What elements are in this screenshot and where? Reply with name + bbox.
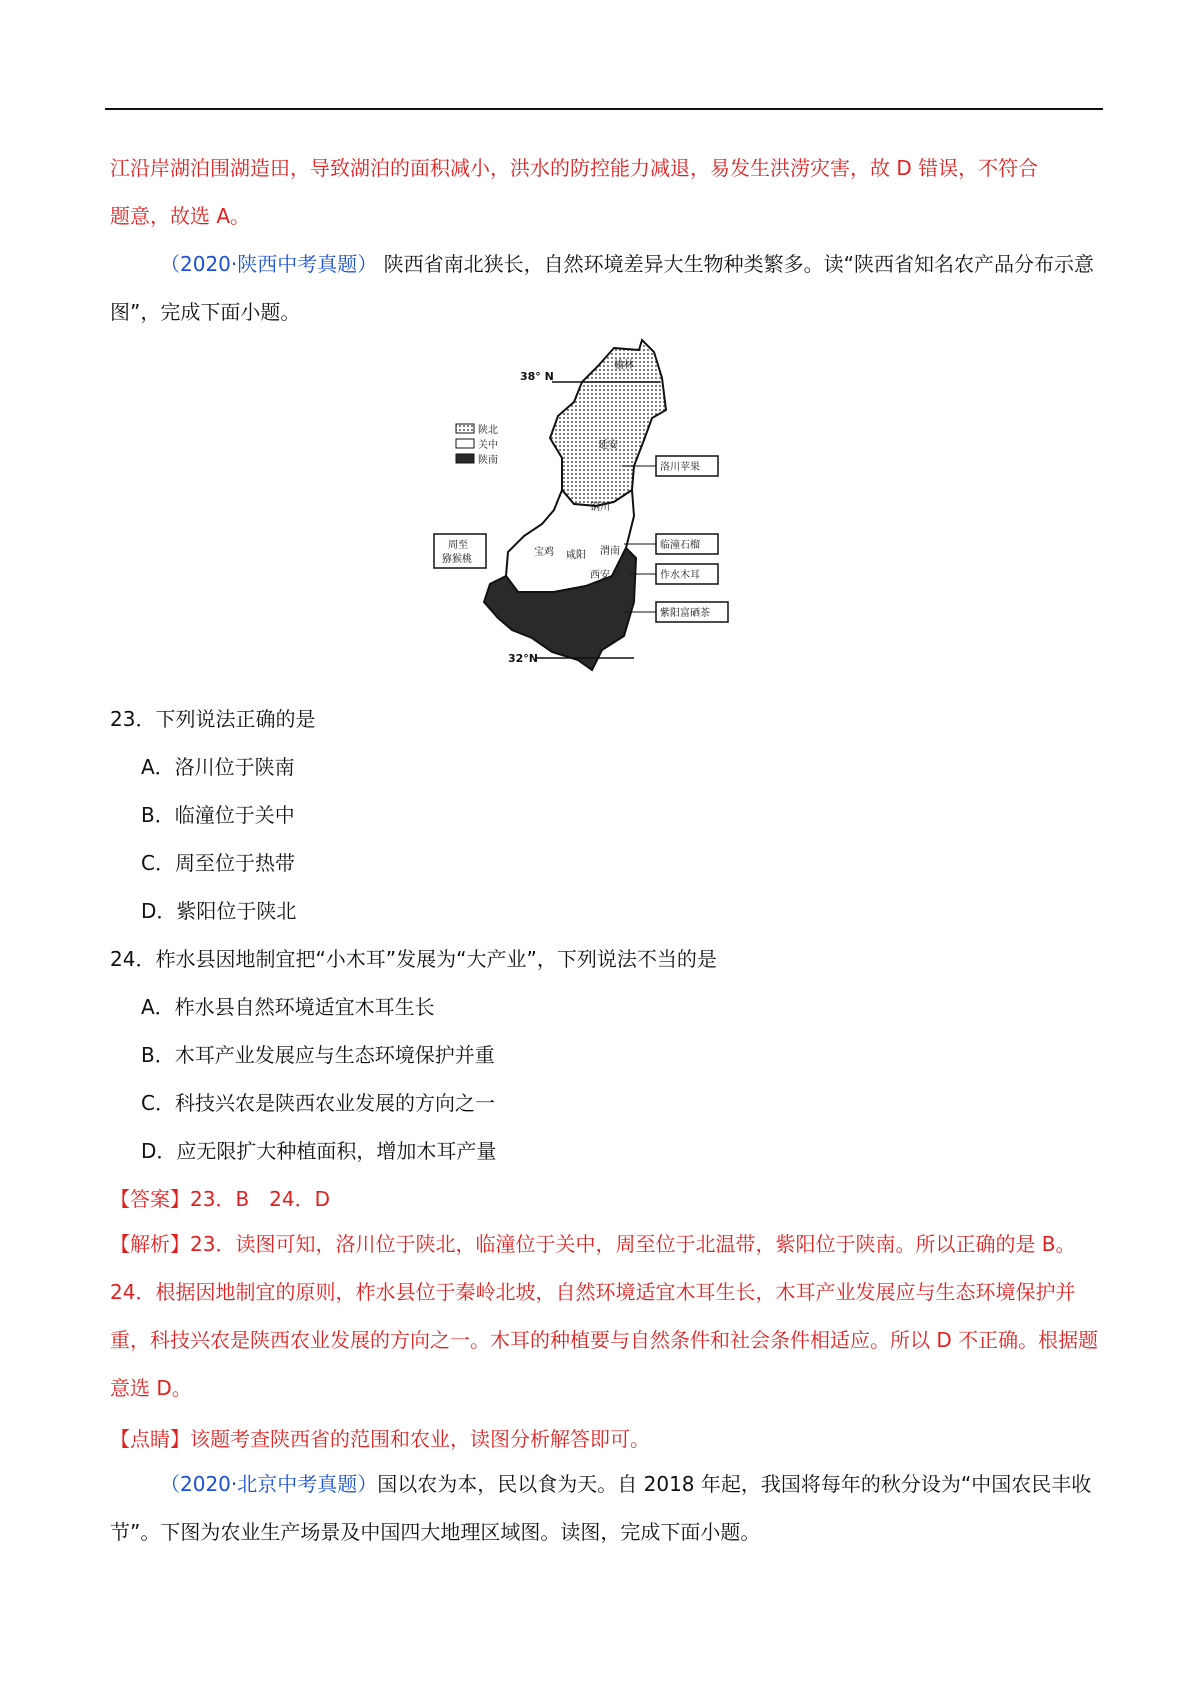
q24-option-d: D．应无限扩大种植面积，增加木耳产量	[141, 1139, 497, 1163]
place-xianyang: 咸阳	[566, 550, 586, 561]
product-zhouzhi-line2: 猕猴桃	[442, 554, 472, 565]
answer-line	[110, 1184, 330, 1214]
legend-shaanbei: 陕北	[478, 425, 498, 436]
question-2-source: （2020·北京中考真题）	[160, 1472, 378, 1496]
analysis-line-1: 23．读图可知，洛川位于陕北，临潼位于关中，周至位于北温带，紫阳位于陕南。所以正确的是 B。	[190, 1232, 1076, 1256]
comment-line	[110, 1424, 650, 1454]
q24-option-a: A．柞水县自然环境适宜木耳生长	[141, 995, 435, 1019]
header-rule	[105, 108, 1103, 110]
question-2-stem: 国以农为本，民以食为天。自 2018 年起，我国将每年的秋分设为“中国农民丰收节”。下图为农业生产场景及中国四大地理区域图。读图，完成下面小题。	[110, 1472, 1092, 1544]
answer-text: 23．B 24．D	[190, 1187, 331, 1211]
analysis-block	[110, 1220, 1100, 1412]
product-lintong-label: 临潼石榴	[660, 540, 700, 551]
place-xian: 西安	[590, 570, 610, 581]
question-block-2	[110, 1460, 1100, 1556]
place-yulin: 榆林	[614, 360, 634, 371]
map-legend	[456, 423, 498, 466]
product-lintong	[624, 534, 718, 554]
product-ziyang-label: 紫阳富硒茶	[660, 608, 710, 619]
product-zhouzhi-line1: 周至	[448, 540, 468, 551]
q24-option-b: B．木耳产业发展应与生态环境保护并重	[141, 1043, 495, 1067]
lat-38-label: 38° N	[520, 370, 554, 383]
product-zhashui	[630, 564, 718, 584]
shaanbei-region	[550, 340, 666, 506]
product-zhouzhi	[434, 534, 486, 568]
analysis-line-2: 24．根据因地制宜的原则，柞水县位于秦岭北坡，自然环境适宜木耳生长，木耳产业发展应与生态环境保护并重，科技兴农是陕西农业发展的方向之一。木耳的种植要与自然条件和社会条件相适应。所以 D 不正确。根据题意选 D。	[110, 1280, 1099, 1400]
q24-option-c: C．科技兴农是陕西农业发展的方向之一	[141, 1091, 495, 1115]
place-yanan: 延安	[598, 440, 618, 451]
q23-option-d: D．紫阳位于陕北	[141, 899, 297, 923]
intro-text	[110, 144, 1100, 240]
legend-shaannan: 陕南	[478, 455, 498, 466]
product-luochuan-label: 洛川苹果	[660, 462, 700, 473]
comment-label: 【点睛】	[110, 1427, 190, 1451]
question-block-1	[110, 240, 1100, 336]
place-weinan: 渭南	[600, 546, 620, 557]
product-ziyang	[624, 602, 728, 622]
place-tongchuan: 铜川	[590, 502, 610, 513]
q23-option-c: C．周至位于热带	[141, 851, 295, 875]
lat-32-label: 32°N	[508, 652, 539, 665]
answer-label: 【答案】	[110, 1187, 190, 1211]
question-source: （2020·陕西中考真题）	[160, 252, 378, 276]
intro-line-1: 江沿岸湖泊围湖造田，导致湖泊的面积减小，洪水的防控能力减退，易发生洪涝灾害，故 D 错误，不符合	[110, 156, 1039, 180]
q24-stem: 24．柞水县因地制宜把“小木耳”发展为“大产业”，下列说法不当的是	[110, 947, 717, 971]
analysis-label: 【解析】	[110, 1232, 190, 1256]
question-stem: 陕西省南北狭长，自然环境差异大生物种类繁多。读“陕西省知名农产品分布示意图”，完成下面小题。	[110, 252, 1094, 324]
comment-text: 该题考查陕西省的范围和农业，读图分析解答即可。	[190, 1427, 650, 1451]
q23-option-b: B．临潼位于关中	[141, 803, 295, 827]
product-zhashui-label: 作水木耳	[660, 570, 700, 581]
shaanxi-map-figure	[442, 340, 764, 696]
legend-guanzhong: 关中	[478, 440, 498, 451]
place-baoji: 宝鸡	[534, 547, 554, 558]
intro-line-2: 题意，故选 A。	[110, 204, 251, 228]
q23-stem: 23．下列说法正确的是	[110, 707, 316, 731]
q23-option-a: A．洛川位于陕南	[141, 755, 295, 779]
shaanxi-map	[442, 340, 764, 696]
